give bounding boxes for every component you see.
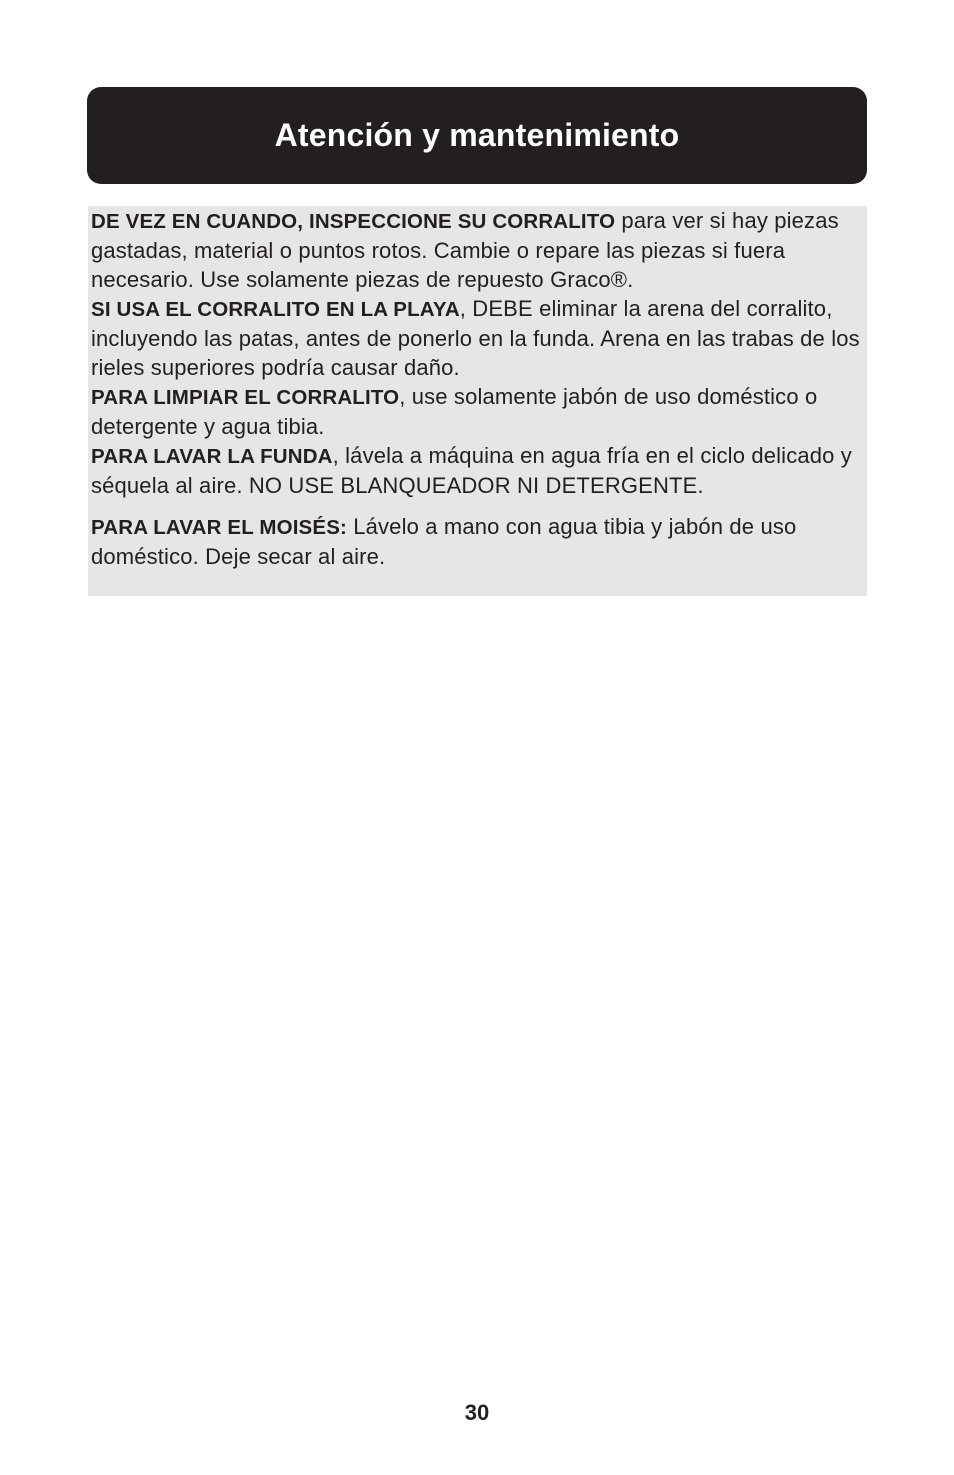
instruction-lead: PARA LIMPIAR EL CORRALITO [91,386,400,409]
header-banner [87,87,867,184]
instruction-clean [91,382,867,441]
instruction-lead: DE VEZ EN CUANDO, INSPECCIONE SU CORRALITO [91,210,616,233]
instruction-lead: PARA LAVAR LA FUNDA [91,445,333,468]
care-instructions-panel [88,206,867,596]
instruction-body: Lávelo a mano con agua tibia y jabón de uso doméstico. Deje secar al aire. [91,514,797,569]
instruction-wash-bassinet [91,512,867,571]
instruction-body: , use solamente jabón de uso doméstico o detergente y agua tibia. [91,384,818,439]
page-title: Atención y mantenimiento [274,117,680,153]
instruction-wash-cover [91,441,867,500]
instruction-lead: SI USA EL CORRALITO EN LA PLAYA [91,298,460,321]
page-number: 30 [464,1400,490,1425]
instruction-inspect [91,206,867,294]
instruction-beach [91,294,867,382]
instruction-body: para ver si hay piezas gastadas, material o puntos rotos. Cambie o repare las piezas si fuera necesario. Use solamente piezas de repuesto Graco®. [91,208,839,292]
instruction-body: , DEBE eliminar la arena del corralito, incluyendo las patas, antes de ponerlo en la funda. Arena en las trabas de los rieles superiores podría causar daño. [91,296,860,380]
instruction-lead: PARA LAVAR EL MOISÉS: [91,516,347,539]
instruction-body: , lávela a máquina en agua fría en el ciclo delicado y séquela al aire. NO USE BLANQUEADOR NI DETERGENTE. [91,443,852,498]
